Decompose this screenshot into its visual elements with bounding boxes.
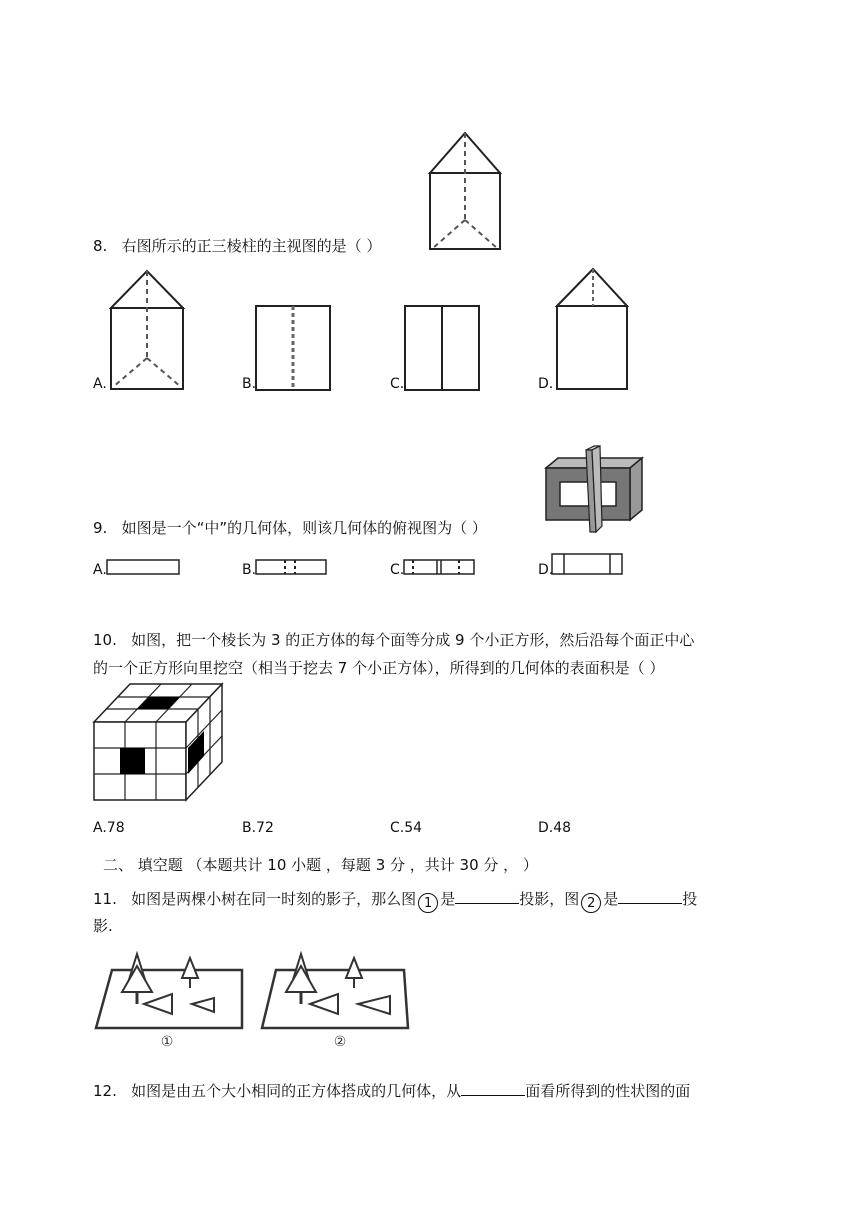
tree-shadow-figure-1 bbox=[92, 946, 252, 1056]
question-8 bbox=[93, 236, 381, 256]
question-11-text-e: 投 bbox=[682, 890, 698, 908]
question-11-line-2: 影. bbox=[93, 917, 113, 935]
q8-option-d: D. bbox=[538, 376, 554, 392]
prism-reference-figure bbox=[425, 128, 505, 253]
question-12-text-a: 如图是由五个大小相同的正方体搭成的几何体，从 bbox=[131, 1082, 462, 1100]
q9-option-b: B. bbox=[242, 562, 257, 578]
question-10-line-1 bbox=[93, 630, 694, 650]
question-11-number: 11. bbox=[93, 890, 117, 908]
q8-option-c: C. bbox=[390, 376, 405, 392]
q8-option-c-figure bbox=[403, 304, 483, 394]
q9-option-c-figure bbox=[403, 559, 479, 577]
figure-2-label: ② bbox=[333, 1034, 347, 1050]
q9-option-d: D. bbox=[538, 562, 554, 578]
q8-option-d-figure bbox=[553, 266, 633, 394]
figure-1-marker: 1 bbox=[418, 893, 438, 913]
hollow-cube-figure bbox=[92, 682, 227, 804]
answer-blank-2[interactable] bbox=[618, 889, 682, 904]
question-11-line-1 bbox=[93, 889, 697, 913]
question-8-number: 8. bbox=[93, 237, 108, 255]
q8-option-b-figure bbox=[254, 304, 334, 394]
answer-blank-1[interactable] bbox=[455, 889, 519, 904]
question-12-text-b: 面看所得到的性状图的面 bbox=[525, 1082, 691, 1100]
question-8-text: 右图所示的正三棱柱的主视图的是（ ） bbox=[121, 237, 382, 255]
question-10-line-2: 的一个正方形向里挖空（相当于挖去 7 个小正方体），所得到的几何体的表面积是（ ） bbox=[93, 659, 665, 677]
q8-option-a-figure bbox=[107, 268, 187, 393]
q10-option-b: B.72 bbox=[242, 820, 274, 836]
question-12-number: 12. bbox=[93, 1082, 117, 1100]
q9-option-a-figure bbox=[106, 559, 182, 577]
section-2-heading: 二、 填空题 （本题共计 10 小题 ，每题 3 分 ，共计 30 分 ， ） bbox=[103, 856, 538, 874]
q10-option-d: D.48 bbox=[538, 820, 572, 836]
question-10-text-1: 如图，把一个棱长为 3 的正方体的每个面等分成 9 个小正方形，然后沿每个面正中心 bbox=[131, 631, 695, 649]
figure-2-marker: 2 bbox=[581, 893, 601, 913]
question-11-text-a: 如图是两棵小树在同一时刻的影子，那么图 bbox=[131, 890, 417, 908]
question-11-text-c: 投影，图 bbox=[519, 890, 580, 908]
answer-blank-3[interactable] bbox=[461, 1081, 525, 1096]
q9-option-d-figure bbox=[551, 553, 627, 577]
zhong-solid-figure bbox=[542, 446, 647, 536]
q10-option-c: C.54 bbox=[390, 820, 423, 836]
question-11-text-d: 是 bbox=[603, 890, 619, 908]
q10-option-a: A.78 bbox=[93, 820, 125, 836]
question-12-line-1 bbox=[93, 1081, 690, 1101]
q8-option-b: B. bbox=[242, 376, 257, 392]
question-9-number: 9. bbox=[93, 519, 108, 537]
question-10-number: 10. bbox=[93, 631, 117, 649]
q8-option-a: A. bbox=[93, 376, 107, 392]
question-9 bbox=[93, 518, 487, 538]
question-9-text: 如图是一个“中”的几何体，则该几何体的俯视图为（ ） bbox=[121, 519, 487, 537]
question-11-text-b: 是 bbox=[440, 890, 456, 908]
q9-option-a: A. bbox=[93, 562, 107, 578]
q9-option-c: C. bbox=[390, 562, 405, 578]
tree-shadow-figure-2 bbox=[258, 946, 418, 1056]
q9-option-b-figure bbox=[255, 559, 331, 577]
figure-1-label: ① bbox=[160, 1034, 174, 1050]
